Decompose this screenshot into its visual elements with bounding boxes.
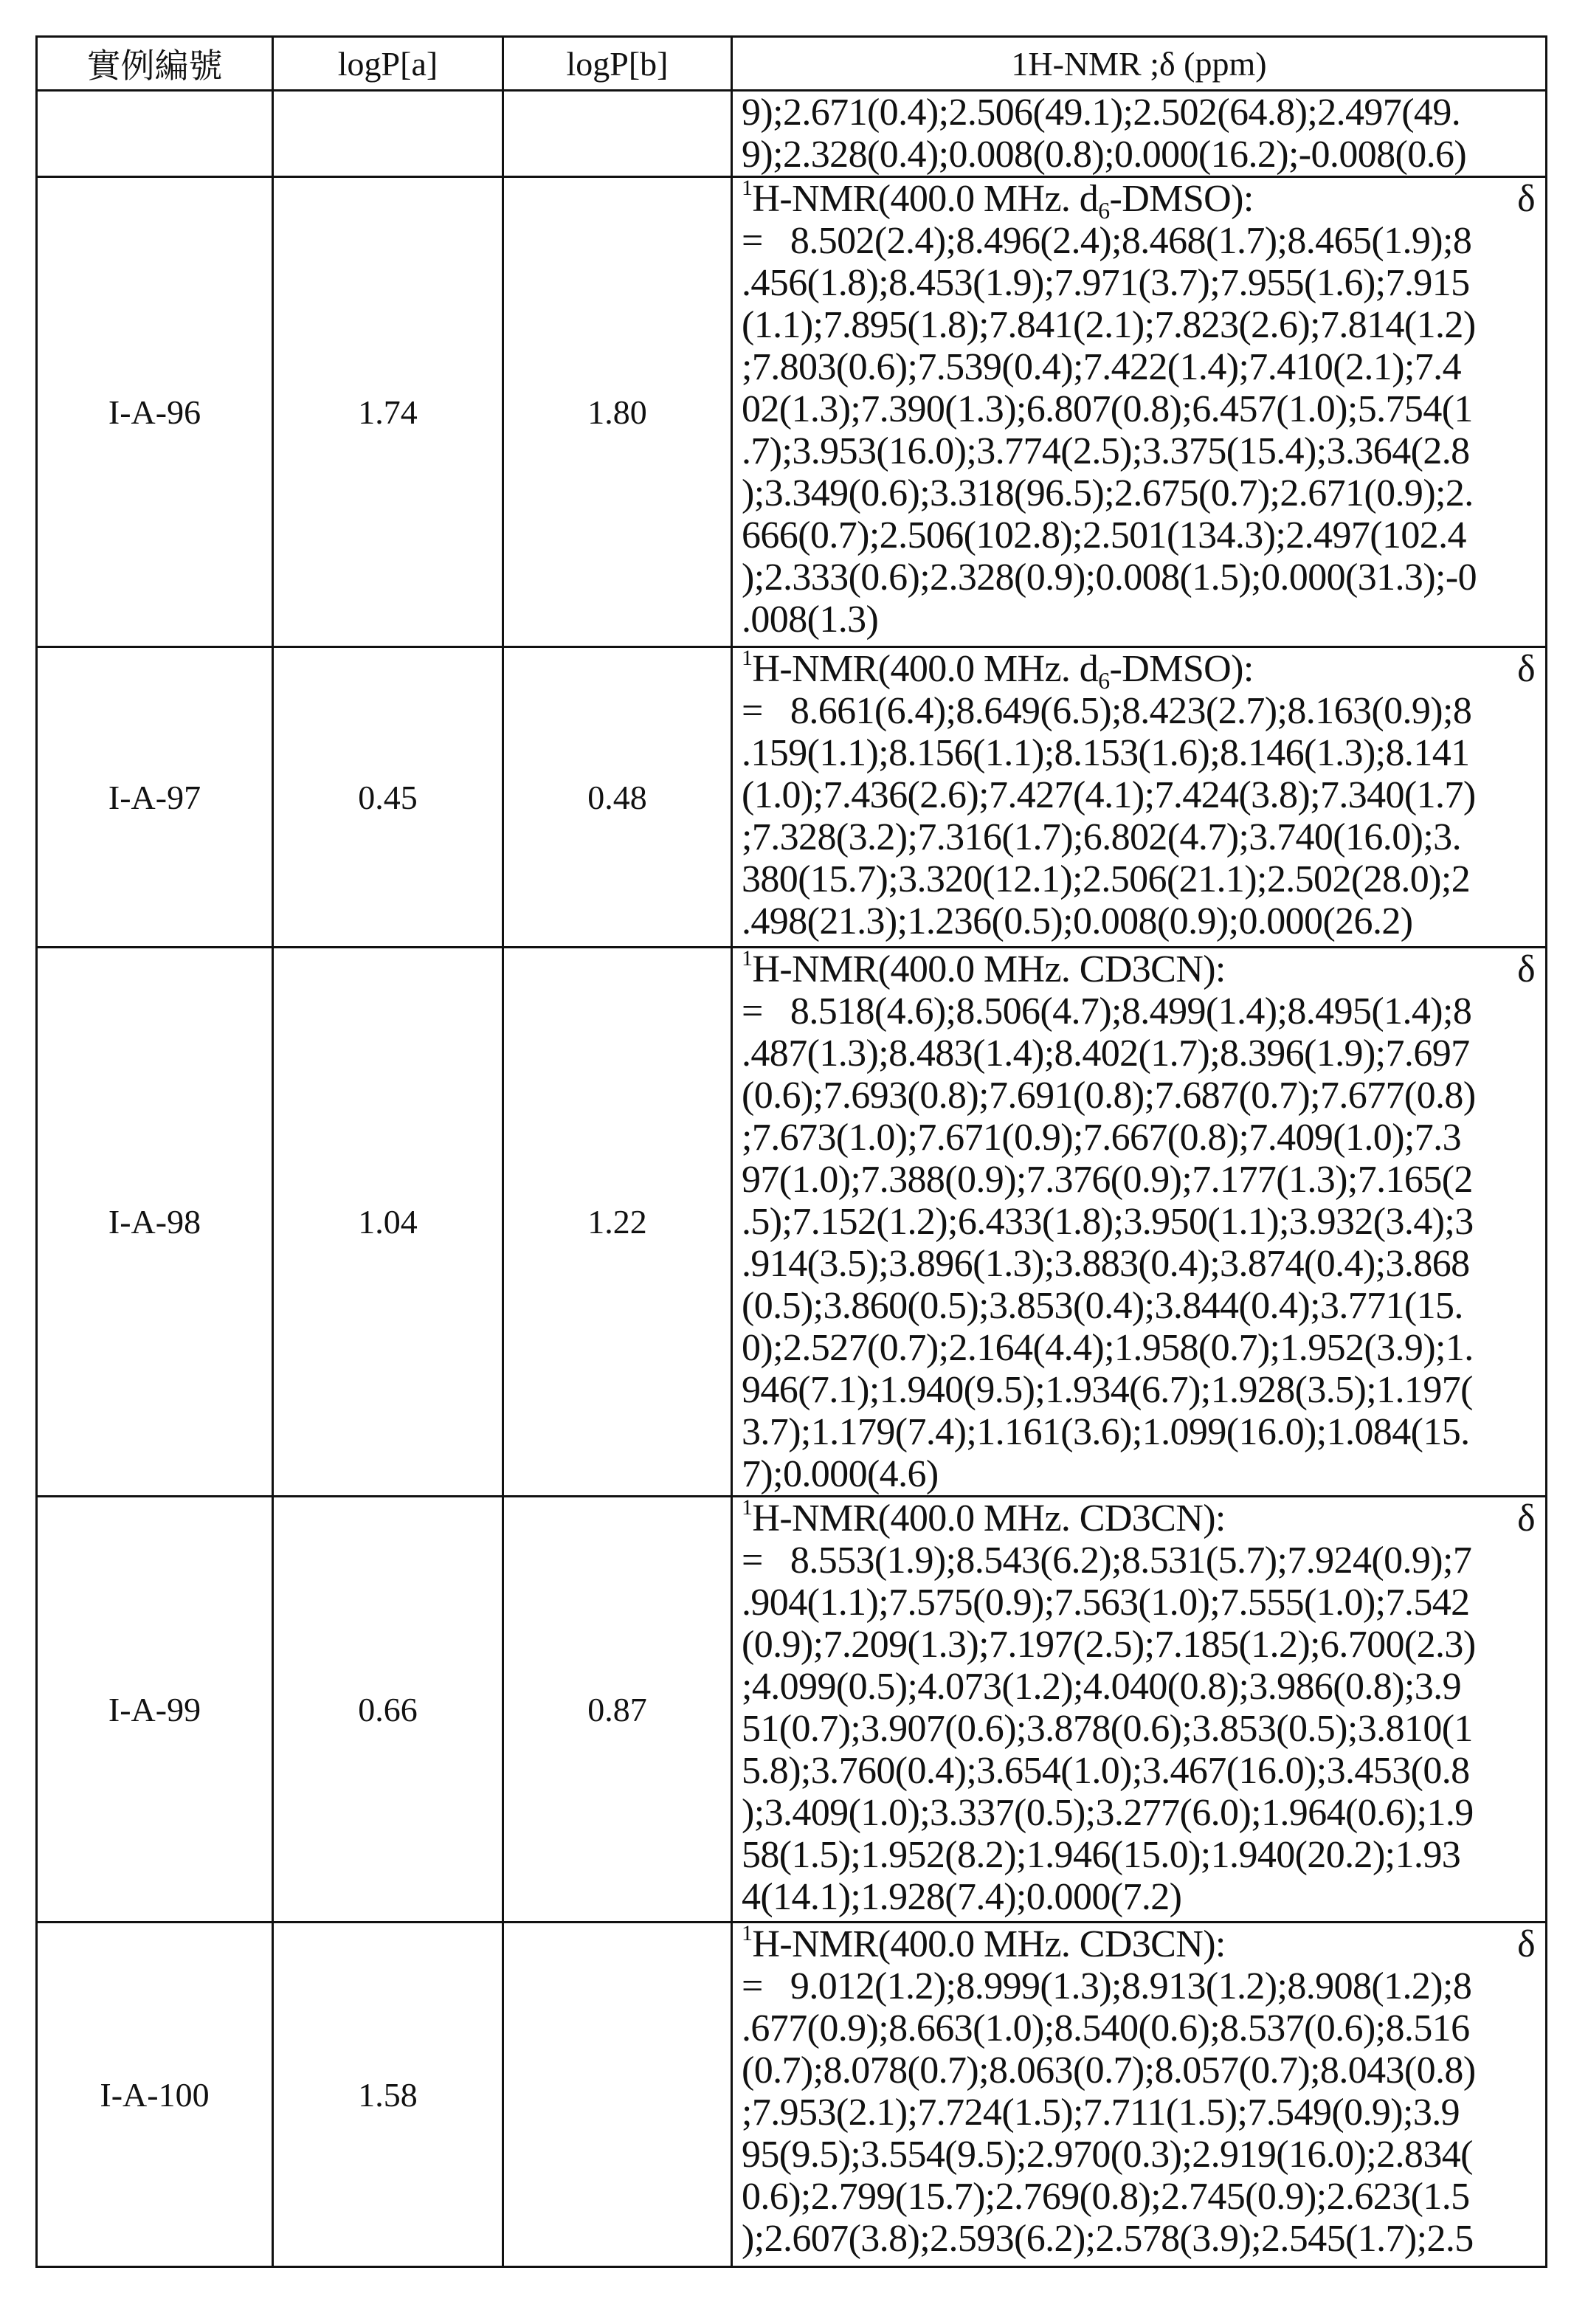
delta-symbol: δ: [1517, 178, 1535, 220]
example-number-cell: I-A-96: [37, 177, 273, 647]
example-number-cell: I-A-98: [37, 948, 273, 1497]
nmr-text-line: 3.7);1.179(7.4);1.161(3.6);1.099(16.0);1.084(15.: [742, 1411, 1535, 1453]
nmr-text-line: (0.6);7.693(0.8);7.691(0.8);7.687(0.7);7.677(0.8): [742, 1075, 1535, 1117]
nmr-superscript: 1: [742, 1921, 752, 1945]
table-row: [37, 1497, 1547, 1923]
nmr-text-line: );2.607(3.8);2.593(6.2);2.578(3.9);2.545(1.7);2.5: [742, 2218, 1535, 2260]
nmr-text-line: 97(1.0);7.388(0.9);7.376(0.9);7.177(1.3);7.165(2: [742, 1159, 1535, 1201]
nmr-data-table: [35, 35, 1547, 2268]
nmr-text-line: .7);3.953(16.0);3.774(2.5);3.375(15.4);3.364(2.8: [742, 430, 1535, 472]
table-header-row: [37, 37, 1547, 91]
nmr-header-line: [742, 948, 1535, 990]
nmr-text-line: = 8.502(2.4);8.496(2.4);8.468(1.7);8.465(1.9);8: [742, 220, 1535, 262]
nmr-superscript: 1: [742, 946, 752, 970]
logp-b-cell: [503, 1923, 732, 2267]
nmr-text-line: );3.349(0.6);3.318(96.5);2.675(0.7);2.671(0.9);2.: [742, 472, 1535, 514]
logp-a-cell: 1.04: [273, 948, 503, 1497]
nmr-header-line: [742, 1497, 1535, 1539]
nmr-cell: [732, 177, 1547, 647]
nmr-method: [742, 178, 1254, 220]
table-body: [37, 91, 1547, 2267]
nmr-text-line: 4(14.1);1.928(7.4);0.000(7.2): [742, 1876, 1535, 1918]
nmr-text-line: = 8.553(1.9);8.543(6.2);8.531(5.7);7.924(0.9);7: [742, 1539, 1535, 1582]
example-number-cell: [37, 91, 273, 177]
nmr-method-text2: -DMSO):: [1110, 178, 1254, 220]
nmr-text-line: .159(1.1);8.156(1.1);8.153(1.6);8.146(1.3);8.141: [742, 732, 1535, 774]
nmr-method: [742, 1497, 1226, 1539]
example-number-cell: I-A-99: [37, 1497, 273, 1923]
nmr-text-line: 0.6);2.799(15.7);2.769(0.8);2.745(0.9);2.623(1.5: [742, 2176, 1535, 2218]
nmr-header-line: [742, 1923, 1535, 1965]
nmr-text-line: .904(1.1);7.575(0.9);7.563(1.0);7.555(1.0);7.542: [742, 1582, 1535, 1624]
nmr-text-line: 95(9.5);3.554(9.5);2.970(0.3);2.919(16.0);2.834(: [742, 2134, 1535, 2176]
nmr-text-line: = 8.518(4.6);8.506(4.7);8.499(1.4);8.495(1.4);8: [742, 990, 1535, 1032]
nmr-superscript: 1: [742, 176, 752, 200]
nmr-text-line: 9);2.671(0.4);2.506(49.1);2.502(64.8);2.497(49.: [742, 92, 1535, 134]
header-nmr: 1H-NMR ;δ (ppm): [732, 37, 1547, 91]
nmr-method: [742, 948, 1226, 990]
nmr-text-line: ;7.328(3.2);7.316(1.7);6.802(4.7);3.740(16.0);3.: [742, 816, 1535, 858]
delta-symbol: δ: [1517, 648, 1535, 690]
logp-a-cell: [273, 91, 503, 177]
logp-a-cell: 0.66: [273, 1497, 503, 1923]
nmr-header-line: [742, 648, 1535, 690]
logp-b-cell: 0.87: [503, 1497, 732, 1923]
nmr-text-line: ;7.673(1.0);7.671(0.9);7.667(0.8);7.409(1.0);7.3: [742, 1117, 1535, 1159]
nmr-text-line: 0);2.527(0.7);2.164(4.4);1.958(0.7);1.952(3.9);1.: [742, 1327, 1535, 1369]
nmr-cell: [732, 948, 1547, 1497]
nmr-method-text2: -DMSO):: [1110, 648, 1254, 690]
nmr-method-text: H-NMR(400.0 MHz. d: [752, 648, 1098, 690]
example-number-cell: I-A-100: [37, 1923, 273, 2267]
nmr-cell: [732, 1497, 1547, 1923]
nmr-method-text: H-NMR(400.0 MHz. CD3CN):: [752, 1497, 1225, 1539]
nmr-text-line: (1.0);7.436(2.6);7.427(4.1);7.424(3.8);7.340(1.7): [742, 774, 1535, 816]
example-number-cell: I-A-97: [37, 647, 273, 948]
nmr-text-line: .008(1.3): [742, 599, 1535, 641]
nmr-text-line: .5);7.152(1.2);6.433(1.8);3.950(1.1);3.932(3.4);3: [742, 1201, 1535, 1243]
nmr-text-line: ;7.953(2.1);7.724(1.5);7.711(1.5);7.549(0.9);3.9: [742, 2092, 1535, 2134]
nmr-text-line: 7);0.000(4.6): [742, 1453, 1535, 1495]
nmr-cell: [732, 91, 1547, 177]
nmr-text-line: 9);2.328(0.4);0.008(0.8);0.000(16.2);-0.008(0.6): [742, 134, 1535, 176]
delta-symbol: δ: [1517, 948, 1535, 990]
nmr-text-line: 02(1.3);7.390(1.3);6.807(0.8);6.457(1.0);5.754(1: [742, 388, 1535, 430]
nmr-header-line: [742, 178, 1535, 220]
delta-symbol: δ: [1517, 1497, 1535, 1539]
nmr-text-line: = 8.661(6.4);8.649(6.5);8.423(2.7);8.163(0.9);8: [742, 690, 1535, 732]
nmr-method-text: H-NMR(400.0 MHz. CD3CN):: [752, 948, 1225, 990]
nmr-text-line: (1.1);7.895(1.8);7.841(2.1);7.823(2.6);7.814(1.2): [742, 304, 1535, 346]
nmr-text-line: .456(1.8);8.453(1.9);7.971(3.7);7.955(1.6);7.915: [742, 262, 1535, 304]
nmr-solvent-subscript: 6: [1098, 197, 1109, 224]
logp-b-cell: [503, 91, 732, 177]
logp-a-cell: 1.74: [273, 177, 503, 647]
nmr-text-line: .677(0.9);8.663(1.0);8.540(0.6);8.537(0.6);8.516: [742, 2007, 1535, 2049]
header-logp-a: logP[a]: [273, 37, 503, 91]
nmr-method-text: H-NMR(400.0 MHz. CD3CN):: [752, 1923, 1225, 1965]
nmr-text-line: );2.333(0.6);2.328(0.9);0.008(1.5);0.000(31.3);-0: [742, 556, 1535, 599]
header-example-number: 實例編號: [37, 37, 273, 91]
nmr-text-line: (0.9);7.209(1.3);7.197(2.5);7.185(1.2);6.700(2.3): [742, 1624, 1535, 1666]
nmr-text-line: ;7.803(0.6);7.539(0.4);7.422(1.4);7.410(2.1);7.4: [742, 346, 1535, 388]
nmr-text-line: ;4.099(0.5);4.073(1.2);4.040(0.8);3.986(0.8);3.9: [742, 1666, 1535, 1708]
nmr-text-line: (0.5);3.860(0.5);3.853(0.4);3.844(0.4);3.771(15.: [742, 1285, 1535, 1327]
table-row: [37, 1923, 1547, 2267]
nmr-text-line: = 9.012(1.2);8.999(1.3);8.913(1.2);8.908(1.2);8: [742, 1965, 1535, 2007]
header-logp-b: logP[b]: [503, 37, 732, 91]
nmr-text-line: 5.8);3.760(0.4);3.654(1.0);3.467(16.0);3.453(0.8: [742, 1750, 1535, 1792]
nmr-text-line: 946(7.1);1.940(9.5);1.934(6.7);1.928(3.5);1.197(: [742, 1369, 1535, 1411]
table-row: [37, 91, 1547, 177]
nmr-text-line: .498(21.3);1.236(0.5);0.008(0.9);0.000(26.2): [742, 900, 1535, 942]
nmr-solvent-subscript: 6: [1098, 667, 1109, 694]
nmr-text-line: 380(15.7);3.320(12.1);2.506(21.1);2.502(28.0);2: [742, 858, 1535, 900]
nmr-text-line: 666(0.7);2.506(102.8);2.501(134.3);2.497(102.4: [742, 514, 1535, 556]
logp-b-cell: 1.80: [503, 177, 732, 647]
nmr-text-line: .914(3.5);3.896(1.3);3.883(0.4);3.874(0.4);3.868: [742, 1243, 1535, 1285]
logp-b-cell: 1.22: [503, 948, 732, 1497]
table-row: [37, 177, 1547, 647]
logp-b-cell: 0.48: [503, 647, 732, 948]
table-row: [37, 948, 1547, 1497]
nmr-superscript: 1: [742, 1495, 752, 1520]
nmr-cell: [732, 647, 1547, 948]
logp-a-cell: 1.58: [273, 1923, 503, 2267]
nmr-method: [742, 648, 1254, 690]
table-row: [37, 647, 1547, 948]
nmr-superscript: 1: [742, 646, 752, 670]
delta-symbol: δ: [1517, 1923, 1535, 1965]
nmr-method-text: H-NMR(400.0 MHz. d: [752, 178, 1098, 220]
logp-a-cell: 0.45: [273, 647, 503, 948]
nmr-text-line: 58(1.5);1.952(8.2);1.946(15.0);1.940(20.2);1.93: [742, 1834, 1535, 1876]
nmr-cell: [732, 1923, 1547, 2267]
nmr-text-line: 51(0.7);3.907(0.6);3.878(0.6);3.853(0.5);3.810(1: [742, 1708, 1535, 1750]
nmr-method: [742, 1923, 1226, 1965]
nmr-text-line: );3.409(1.0);3.337(0.5);3.277(6.0);1.964(0.6);1.9: [742, 1792, 1535, 1834]
nmr-text-line: .487(1.3);8.483(1.4);8.402(1.7);8.396(1.9);7.697: [742, 1032, 1535, 1075]
nmr-text-line: (0.7);8.078(0.7);8.063(0.7);8.057(0.7);8.043(0.8): [742, 2049, 1535, 2092]
